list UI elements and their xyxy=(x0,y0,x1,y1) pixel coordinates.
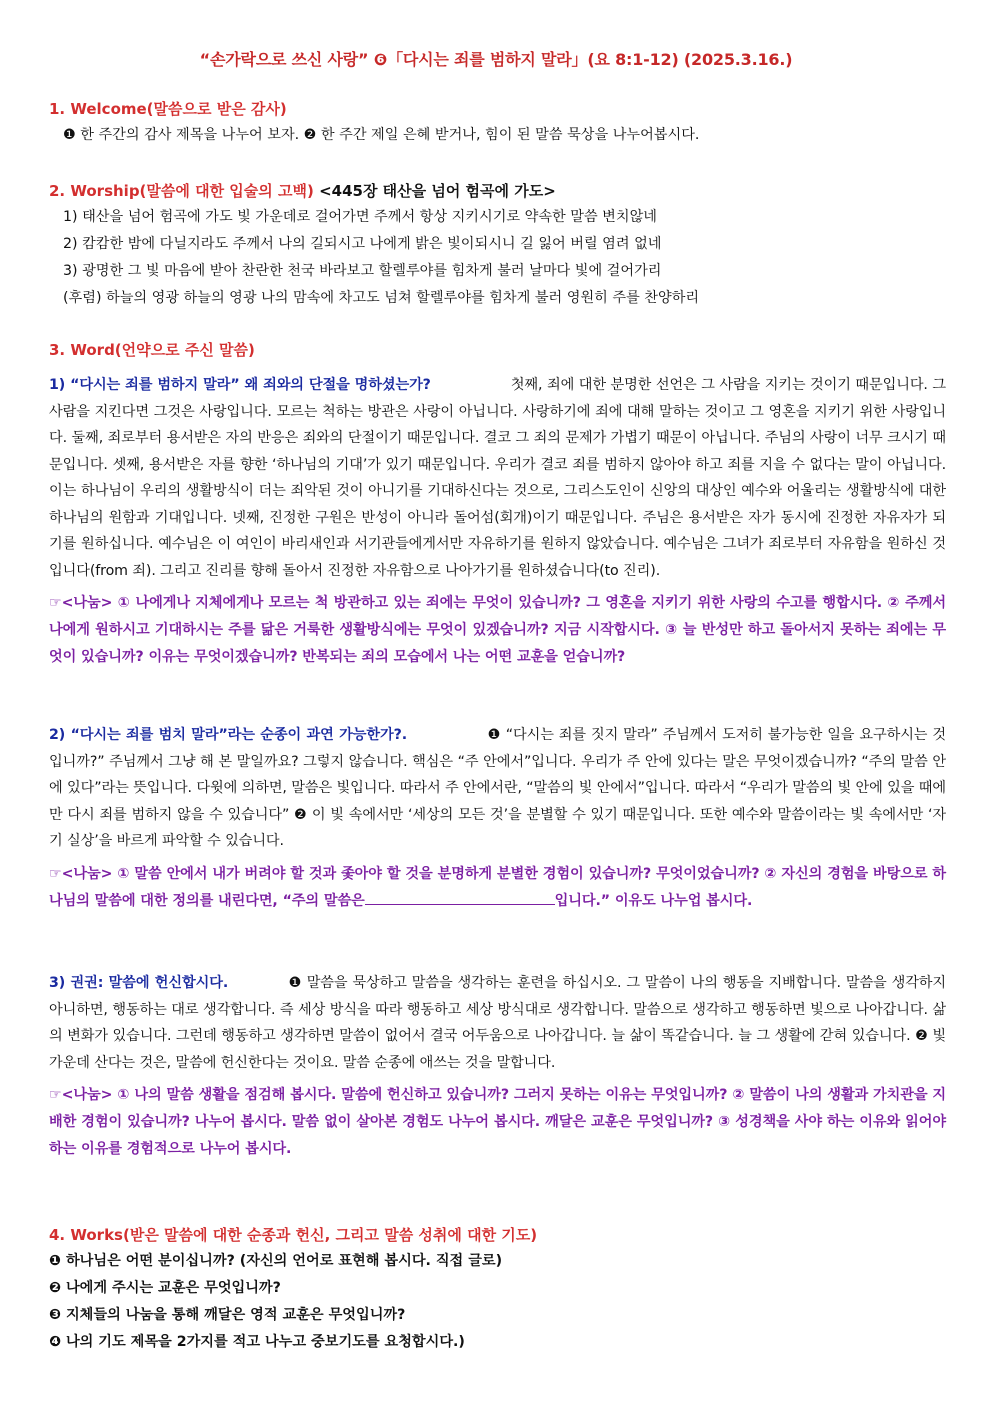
worship-verse-1: 1) 태산을 넘어 험곡에 가도 빛 가운데로 걸어가면 주께서 항상 지키시기로 약속한 말씀 변치않네 xyxy=(63,209,657,225)
word-point-1-question: 1) “다시는 죄를 범하지 말라” 왜 죄와의 단절을 명하셨는가? xyxy=(49,377,431,393)
word-point-2-share-b: 입니다.” 이유도 나누업 봅시다. xyxy=(554,892,753,909)
word-point-2-body: ❶ “다시는 죄를 짓지 말라” 주님께서 도저히 불가능한 일을 요구하시는 것입니까?” 주님께서 그냥 해 본 말일까요? 그렇지 않습니다. 핵심은 “주 안에서”입니다. 우리가 주 안에 있다는 말은 무엇이겠습니까? “주의 말씀 안에 있다”라는 뜻입니다. 다윗에 의하면, 말씀은 빛입니다. 따라서 주 안에서란, “말씀의 빛 안에서”입니다. 따라서 “우리가 말씀의 빛 안에 있을 때에만 다시 죄를 범하지 않을 수 있습니다” ❷ 이 빛 속에서만 ‘세상의 모든 것’을 분별할 수 있기 때문입니다. 또한 예수와 말씀이라는 빛 속에서만 ‘자기 실상’을 바르게 파악할 수 있습니다. xyxy=(49,727,946,849)
word-point-3 xyxy=(49,970,946,1163)
word-point-3-share: ☞<나눔> ① 나의 말씀 생활을 점검해 봅시다. 말씀에 헌신하고 있습니까? 그러지 못하는 이유는 무엇입니까? ② 말씀이 나의 생활과 가치관을 지배한 경험이 있습니까? 나누어 봅시다. 말씀 없이 살아본 경험도 나누어 봅시다. 깨달은 교훈은 무엇입니까? ③ 성경책을 사야 하는 이유와 읽어야 하는 이유를 경험적으로 나누어 봅시다. xyxy=(49,1087,946,1157)
word-point-2-text xyxy=(49,722,946,855)
word-point-2-question: 2) “다시는 죄를 범치 말라”라는 순종이 과연 가능한가?. xyxy=(49,727,407,743)
word-point-1-text xyxy=(49,372,946,584)
welcome-text: ❶ 한 주간의 감사 제목을 나누어 보자. ❷ 한 주간 제일 은혜 받거나, 힘이 된 말씀 묵상을 나누어봅시다. xyxy=(63,127,700,143)
worship-section xyxy=(49,178,946,312)
word-heading: 3. Word(언약으로 주신 말씀) xyxy=(49,341,255,359)
word-point-3-text xyxy=(49,970,946,1076)
welcome-section xyxy=(49,96,946,149)
word-point-1-share: ☞<나눔> ① 나에게나 지체에게나 모르는 척 방관하고 있는 죄에는 무엇이 있습니까? 그 영혼을 지키기 위한 사랑의 수고를 행합시다. ② 주께서 나에게 원하시고 기대하시는 주를 닮은 거룩한 생활방식에는 무엇이 있겠습니까? 지금 시작합시다. ③ 늘 반성만 하고 돌아서지 못하는 죄에는 무엇이 있습니까? 이유는 무엇이겠습니까? 반복되는 죄의 모습에서 나는 어떤 교훈을 얻습니까? xyxy=(49,595,946,665)
worship-verse-2: 2) 캄캄한 밤에 다닐지라도 주께서 나의 길되시고 나에게 밝은 빛이되시니 길 잃어 버릴 염려 없네 xyxy=(63,236,662,252)
worship-verse-3: 3) 광명한 그 빛 마음에 받아 찬란한 천국 바라보고 할렐루야를 힘차게 불러 날마다 빛에 걸어가리 xyxy=(63,263,662,279)
word-section xyxy=(49,337,946,363)
word-point-3-question: 3) 권권: 말씀에 헌신합시다. xyxy=(49,975,229,991)
answer-blank[interactable] xyxy=(365,890,555,905)
worship-heading xyxy=(49,178,946,204)
word-point-2-share-a: ☞<나눔> ① 말씀 안에서 내가 버려야 할 것과 좇아야 할 것을 분명하게 분별한 경험이 있습니까? 무엇이었습니까? ② 자신의 경험을 바탕으로 하나님의 말씀에 대한 정의를 내린다면, “주의 말씀은 xyxy=(49,865,946,909)
worship-chorus: (후렴) 하늘의 영광 하늘의 영광 나의 맘속에 차고도 넘쳐 할렐루야를 힘차게 불러 영원히 주를 찬양하리 xyxy=(63,290,700,306)
welcome-heading: 1. Welcome(말씀으로 받은 감사) xyxy=(49,100,287,118)
works-section xyxy=(49,1222,946,1356)
works-heading: 4. Works(받은 말씀에 대한 순종과 헌신, 그리고 말씀 성취에 대한 기도) xyxy=(49,1226,538,1244)
word-point-1-body: 첫째, 죄에 대한 분명한 선언은 그 사람을 지키는 것이기 때문입니다. 그 사람을 지킨다면 그것은 사랑입니다. 모르는 척하는 방관은 사랑이 아닙니다. 사랑하기에 죄에 대해 말하는 것이고 그 영혼을 지키기 위한 사랑입니다. 둘째, 죄로부터 용서받은 자의 반응은 죄와의 단절이기 때문입니다. 결코 그 죄의 문제가 가볍기 때문이 아닙니다. 주님의 사랑이 너무 크시기 때문입니다. 셋째, 용서받은 자를 향한 ‘하나님의 기대’가 있기 때문입니다. 우리가 결코 죄를 범하지 않아야 하고 죄를 지을 수 없다는 말이 아닙니다. 이는 하나님이 우리의 생활방식이 더는 죄악된 것이 아니기를 기대하신다는 것으로, 그리스도인이 신앙의 대상인 예수와 어울리는 생활방식에 대한 하나님의 원함과 기대입니다. 넷째, 진정한 구원은 반성이 아니라 돌어섬(회개)이기 때문입니다. 주님은 용서받은 자가 동시에 진정한 자유자가 되기를 원하십니다. 예수님은 이 여인이 바리새인과 서기관들에게서만 자유하기를 원하지 않았습니다. 예수님은 그녀가 죄로부터 자유함을 원하신 것입니다(from 죄). 그리고 진리를 향해 돌아서 진정한 자유함으로 나아가기를 원하셨습니다(to 진리). xyxy=(49,377,947,579)
word-point-2-share xyxy=(49,861,946,915)
worship-heading-label: 2. Worship(말씀에 대한 입술의 고백) xyxy=(49,182,314,200)
document-title: “손가락으로 쓰신 사랑” ❻「다시는 죄를 범하지 말라」(요 8:1-12) (2025.3.16.) xyxy=(199,50,793,69)
word-point-2 xyxy=(49,722,946,915)
works-item-4: ❹ 나의 기도 제목을 2가지를 적고 나누고 중보기도를 요청합시다.) xyxy=(49,1334,465,1350)
word-point-3-body: ❶ 말씀을 묵상하고 말씀을 생각하는 훈련을 하십시오. 그 말씀이 나의 행동을 지배합니다. 말씀을 생각하지 아니하면, 행동하는 대로 생각합니다. 즉 세상 방식을 따라 행동하고 세상 방식대로 생각합니다. 말씀으로 생각하고 행동하면 빛으로 나아갑니다. 삶의 변화가 있습니다. 그런데 행동하고 생각하면 말씀이 없어서 결국 어두움으로 나아갑니다. 늘 삶이 똑같습니다. 늘 그 생활에 갇혀 있습니다. ❷ 빛 가운데 산다는 것은, 말씀에 헌신한다는 것이요. 말씀 순종에 애쓰는 것을 말합니다. xyxy=(49,975,947,1071)
works-item-3: ❸ 지체들의 나눔을 통해 깨달은 영적 교훈은 무엇입니까? xyxy=(49,1307,406,1323)
works-item-2: ❷ 나에게 주시는 교훈은 무엇입니까? xyxy=(49,1280,281,1296)
works-item-1: ❶ 하나님은 어떤 분이십니까? (자신의 언어로 표현해 봅시다. 직접 글로) xyxy=(49,1253,503,1269)
word-point-1 xyxy=(49,372,946,671)
worship-hymn-title: <445장 태산을 넘어 험곡에 가도> xyxy=(313,182,556,200)
